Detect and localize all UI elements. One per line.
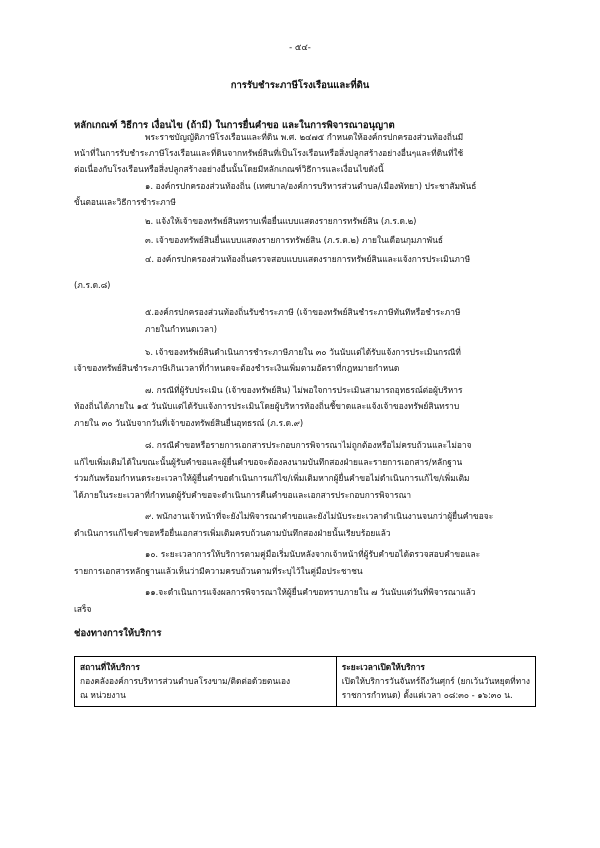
body-line: ๗. กรณีที่ผู้รับประเมิน (เจ้าของทรัพย์สิน) ไม่พอใจการประเมินสามารถอุทธรณ์ต่อผู้บริหาร (145, 385, 463, 395)
body-line: แก้ไขเพิ่มเติมได้ในขณะนั้นผู้รับคำขอและผู้ยื่นคำขอจะต้องลงนามบันทึกสองฝ่ายและรายการเอกสาร/หลักฐาน (74, 457, 463, 467)
body-line: ต่อเนื่องกับโรงเรือนหรือสิ่งปลูกสร้างอย่างอื่นนั้นโดยมีหลักเกณฑ์วิธีการและเงื่อนไขดังนี้ (74, 164, 384, 174)
body-line: ๒. แจ้งให้เจ้าของทรัพย์สินทราบเพื่อยื่นแบบแสดงรายการทรัพย์สิน (ภ.ร.ด.๒) (145, 216, 417, 226)
body-line: ๕.องค์กรปกครองส่วนท้องถิ่นรับชำระภาษี (เจ้าของทรัพย์สินชำระภาษีทันทีหรือชำระภาษี (145, 307, 461, 317)
body-line: ๖. เจ้าของทรัพย์สินดำเนินการชำระภาษีภายใน ๓๐ วันนับแต่ได้รับแจ้งการประเมินกรณีที่ (145, 347, 461, 357)
service-table (74, 656, 536, 707)
body-line: เสร็จ (74, 604, 92, 614)
body-line: ๙. พนักงานเจ้าหน้าที่จะยังไม่พิจารณาคำขอและยังไม่นับระยะเวลาดำเนินงานจนกว่าผู้ยื่นคำขอจะ (145, 511, 494, 521)
service-place-cell (75, 657, 337, 707)
service-hours-cell (336, 657, 535, 707)
body-line: รายการเอกสารหลักฐานแล้วเห็นว่ามีความครบถ้วนตามที่ระบุไว้ในคู่มือประชาชน (74, 566, 363, 576)
body-line: ๓. เจ้าของทรัพย์สินยื่นแบบแสดงรายการทรัพย์สิน (ภ.ร.ด.๒) ภายในเดือนกุมภาพันธ์ (145, 235, 444, 245)
body-line: เจ้าของทรัพย์สินชำระภาษีเกินเวลาที่กำหนดจะต้องชำระเงินเพิ่มตามอัตราที่กฎหมายกำหนด (74, 363, 400, 373)
body-line: พระราชบัญญัติภาษีโรงเรือนและที่ดิน พ.ศ. ๒๔๗๕ กำหนดให้องค์กรปกครองส่วนท้องถิ่นมี (145, 132, 464, 142)
body-line: ท้องถิ่นได้ภายใน ๑๕ วันนับแต่ได้รับแจ้งการประเมินโดยผู้บริหารท้องถิ่นชี้ขาดและแจ้งเจ้าของทรัพย์สินทราบ (74, 401, 460, 411)
body-line: ๘. กรณีคำขอหรือรายการเอกสารประกอบการพิจารณาไม่ถูกต้องหรือไม่ครบถ้วนและไม่อาจ (145, 440, 472, 450)
body-line: ภายในกำหนดเวลา) (145, 324, 218, 334)
service-place-header: สถานที่ให้บริการ (80, 662, 140, 672)
body-line: (ภ.ร.ด.๘) (74, 280, 111, 290)
criteria-heading: หลักเกณฑ์ วิธีการ เงื่อนไข (ถ้ามี) ในการยื่นคำขอ และในการพิจารณาอนุญาต (74, 120, 395, 131)
body-line: ๑๐. ระยะเวลาการให้บริการตามคู่มือเริ่มนับหลังจากเจ้าหน้าที่ผู้รับคำขอได้ตรวจสอบคำขอและ (145, 549, 481, 559)
service-place-line: กองคลังองค์การบริหารส่วนตำบลโรงขาม/ติดต่อด้วยตนเอง (80, 676, 291, 686)
body-line: ๑๑.จะดำเนินการแจ้งผลการพิจารณาให้ผู้ยื่นคำขอทราบภายใน ๗ วันนับแต่วันที่พิจารณาแล้ว (145, 587, 476, 597)
body-line: ร่วมกันพร้อมกำหนดระยะเวลาให้ผู้ยื่นคำขอดำเนินการแก้ไข/เพิ่มเติมหากผู้ยื่นคำขอไม่ดำเนินการแก้ไข/เพิ่มเติม (74, 473, 470, 483)
body-line: ได้ภายในระยะเวลาที่กำหนดผู้รับคำขอจะดำเนินการคืนคำขอและเอกสารประกอบการพิจารณา (74, 490, 412, 500)
document-title: การรับชำระภาษีโรงเรือนและที่ดิน (230, 80, 370, 91)
body-line: ๔. องค์กรปกครองส่วนท้องถิ่นตรวจสอบแบบแสดงรายการทรัพย์สินและแจ้งการประเมินภาษี (145, 254, 471, 264)
body-line: ภายใน ๓๐ วันนับจากวันที่เจ้าของทรัพย์สินยื่นอุทธรณ์ (ภ.ร.ด.๙) (74, 418, 304, 428)
body-line: หน้าที่ในการรับชำระภาษีโรงเรือนและที่ดินจากทรัพย์สินที่เป็นโรงเรือนหรือสิ่งปลูกสร้างอย่างอื่นๆและที่ดินที่ใช้ (74, 148, 464, 158)
body-line: ดำเนินการแก้ไขคำขอหรือยื่นเอกสารเพิ่มเติมครบถ้วนตามบันทึกสองฝ่ายนั้นเรียบร้อยแล้ว (74, 528, 391, 538)
service-hours-line: ราชการกำหนด) ตั้งแต่เวลา ๐๘:๓๐ - ๑๖:๓๐ น. (341, 690, 513, 700)
service-place-line: ณ หน่วยงาน (80, 690, 126, 700)
channels-heading: ช่องทางการให้บริการ (74, 628, 162, 639)
body-line: ๑. องค์กรปกครองส่วนท้องถิ่น (เทศบาล/องค์การบริหารส่วนตำบล/เมืองพัทยา) ประชาสัมพันธ์ (145, 181, 477, 191)
service-hours-header: ระยะเวลาเปิดให้บริการ (341, 662, 425, 672)
body-line: ขั้นตอนและวิธีการชำระภาษี (74, 197, 176, 207)
service-hours-line: เปิดให้บริการวันจันทร์ถึงวันศุกร์ (ยกเว้นวันหยุดที่ทาง (341, 676, 530, 686)
page-number: - ๕๔- (289, 43, 311, 53)
